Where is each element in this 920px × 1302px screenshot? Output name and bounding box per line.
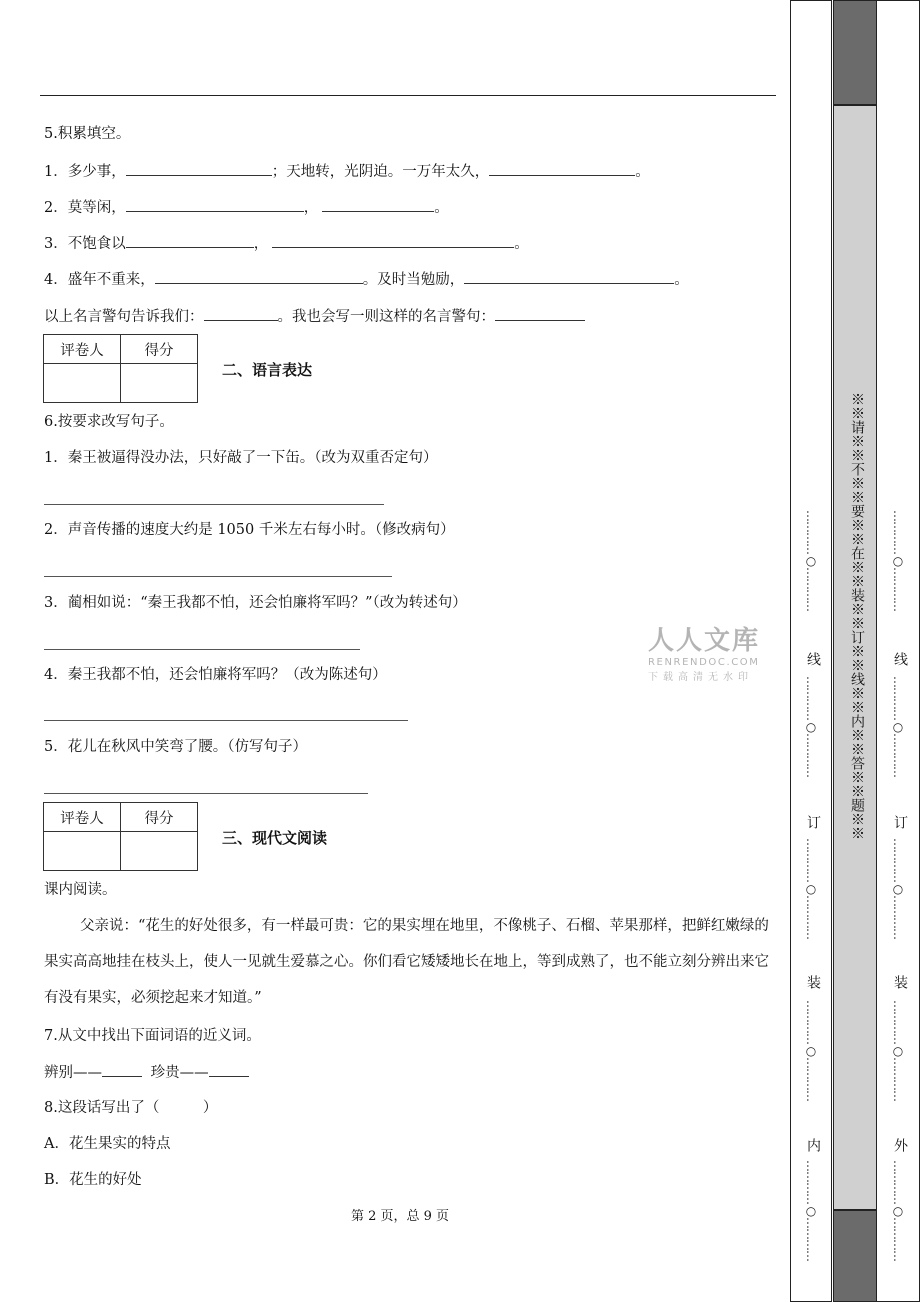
score-header: 得分	[121, 335, 198, 364]
fill-blank[interactable]	[495, 306, 585, 321]
grader-header: 评卷人	[44, 335, 121, 364]
q8-option-b[interactable]: B．花生的好处	[44, 1172, 142, 1188]
q5-line-3	[44, 233, 529, 254]
watermark-logo	[648, 620, 760, 683]
watermark-domain: RENRENDOC.COM	[648, 657, 760, 668]
binding-mark: 线	[805, 652, 821, 666]
answer-line[interactable]	[44, 793, 368, 794]
fill-blank[interactable]	[126, 197, 304, 212]
q5-line-5	[44, 306, 585, 327]
dotted-line: …………○…………	[891, 1000, 905, 1101]
binding-mark: 线	[892, 652, 908, 666]
text: 珍贵——	[150, 1065, 209, 1081]
text: 3．不饱食以	[44, 236, 126, 252]
watermark-name: 人人文库	[648, 626, 761, 656]
binding-mark: 外	[892, 1138, 908, 1152]
text: ，	[253, 236, 269, 252]
text: 。及时当勉励，	[362, 272, 465, 288]
q8-title: 8.这段话写出了（ ）	[44, 1100, 218, 1116]
fill-blank[interactable]	[155, 269, 363, 284]
q5-title: 5.积累填空。	[44, 126, 131, 142]
answer-line[interactable]	[44, 720, 408, 721]
watermark-tagline: 下载高清无水印	[648, 672, 753, 683]
text: 。	[434, 200, 449, 216]
answer-line[interactable]	[44, 504, 384, 505]
answer-line[interactable]	[44, 576, 392, 577]
score-header: 得分	[121, 803, 198, 832]
q5-line-4	[44, 269, 689, 290]
text: 以上名言警句告诉我们：	[44, 309, 204, 325]
dotted-line: …………○…………	[804, 1160, 818, 1261]
q6-title: 6.按要求改写句子。	[44, 414, 174, 430]
text: ；天地转，光阴迫。一万年太久，	[271, 164, 490, 180]
fill-blank[interactable]	[102, 1062, 142, 1077]
text: 辨别——	[44, 1065, 102, 1081]
q6-item-3: 3．蔺相如说：“秦王我都不怕，还会怕廉将军吗？”（改为转述句）	[44, 595, 467, 611]
dotted-line: …………○…………	[891, 510, 905, 611]
binding-mark: 内	[805, 1138, 821, 1152]
grader-header: 评卷人	[44, 803, 121, 832]
score-table	[43, 334, 198, 403]
q7-title: 7.从文中找出下面词语的近义词。	[44, 1028, 261, 1044]
score-cell[interactable]	[121, 832, 198, 871]
inner-binding-strip	[790, 0, 832, 1302]
text: 1．多少事，	[44, 164, 126, 180]
text: 。	[674, 272, 689, 288]
q6-item-4: 4．秦王我都不怕，还会怕廉将军吗？（改为陈述句）	[44, 667, 387, 683]
q6-item-1: 1．秦王被逼得没办法，只好敲了一下缶。（改为双重否定句）	[44, 450, 438, 466]
dotted-line: …………○…………	[891, 1160, 905, 1261]
fill-blank[interactable]	[126, 233, 254, 248]
binding-mark: 订	[805, 815, 821, 829]
dotted-line: …………○…………	[891, 838, 905, 939]
q6-item-5: 5．花儿在秋风中笑弯了腰。（仿写句子）	[44, 739, 307, 755]
fill-blank[interactable]	[272, 233, 514, 248]
section-title: 二、语言表达	[222, 361, 313, 379]
q6-item-2: 2．声音传播的速度大约是 1050 千米左右每小时。（修改病句）	[44, 522, 455, 538]
score-table	[43, 802, 198, 871]
fill-blank[interactable]	[489, 161, 635, 176]
binding-mark: 装	[805, 975, 821, 989]
dotted-line: …………○…………	[804, 1000, 818, 1101]
text: 2．莫等闲，	[44, 200, 126, 216]
answer-line[interactable]	[44, 649, 360, 650]
binding-bar-top	[833, 0, 877, 105]
binding-notice: ※※请※※不※※要※※在※※装※※订※※线※※内※※答※※题※※	[849, 392, 865, 840]
fill-blank[interactable]	[322, 197, 434, 212]
dotted-line: …………○…………	[804, 676, 818, 777]
text: 4．盛年不重来，	[44, 272, 155, 288]
fill-blank[interactable]	[204, 306, 278, 321]
dotted-line: …………○…………	[804, 838, 818, 939]
fill-blank[interactable]	[126, 161, 272, 176]
binding-bar-bottom	[833, 1210, 877, 1302]
text: 。	[635, 164, 650, 180]
score-cell[interactable]	[121, 364, 198, 403]
section-title: 三、现代文阅读	[222, 829, 328, 847]
fill-blank[interactable]	[464, 269, 674, 284]
binding-mark: 装	[892, 975, 908, 989]
fill-blank[interactable]	[209, 1062, 249, 1077]
text: 。我也会写一则这样的名言警句：	[277, 309, 495, 325]
page-number: 第 2 页，总 9 页	[350, 1209, 450, 1224]
grader-cell[interactable]	[44, 364, 121, 403]
header-rule	[40, 95, 776, 96]
grader-cell[interactable]	[44, 832, 121, 871]
q5-line-2	[44, 197, 449, 218]
reading-intro: 课内阅读。	[44, 882, 117, 898]
outer-binding-strip	[876, 0, 920, 1302]
binding-mark: 订	[892, 815, 908, 829]
q5-line-1	[44, 161, 650, 182]
reading-passage: 父亲说：“花生的好处很多，有一样最可贵：它的果实埋在地里，不像桃子、石榴、苹果那样，把鲜红嫩绿的果实高高地挂在枝头上，使人一见就生爱慕之心。你们看它矮矮地长在地上，等到成熟了，也不能立刻分辨出来它有没有果实，必须挖起来才知道。”	[44, 918, 769, 1006]
q8-option-a[interactable]: A．花生果实的特点	[44, 1136, 171, 1152]
dotted-line: …………○…………	[804, 510, 818, 611]
dotted-line: …………○…………	[891, 676, 905, 777]
text: 。	[514, 236, 529, 252]
text: ，	[303, 200, 319, 216]
q7-answers	[44, 1062, 249, 1083]
